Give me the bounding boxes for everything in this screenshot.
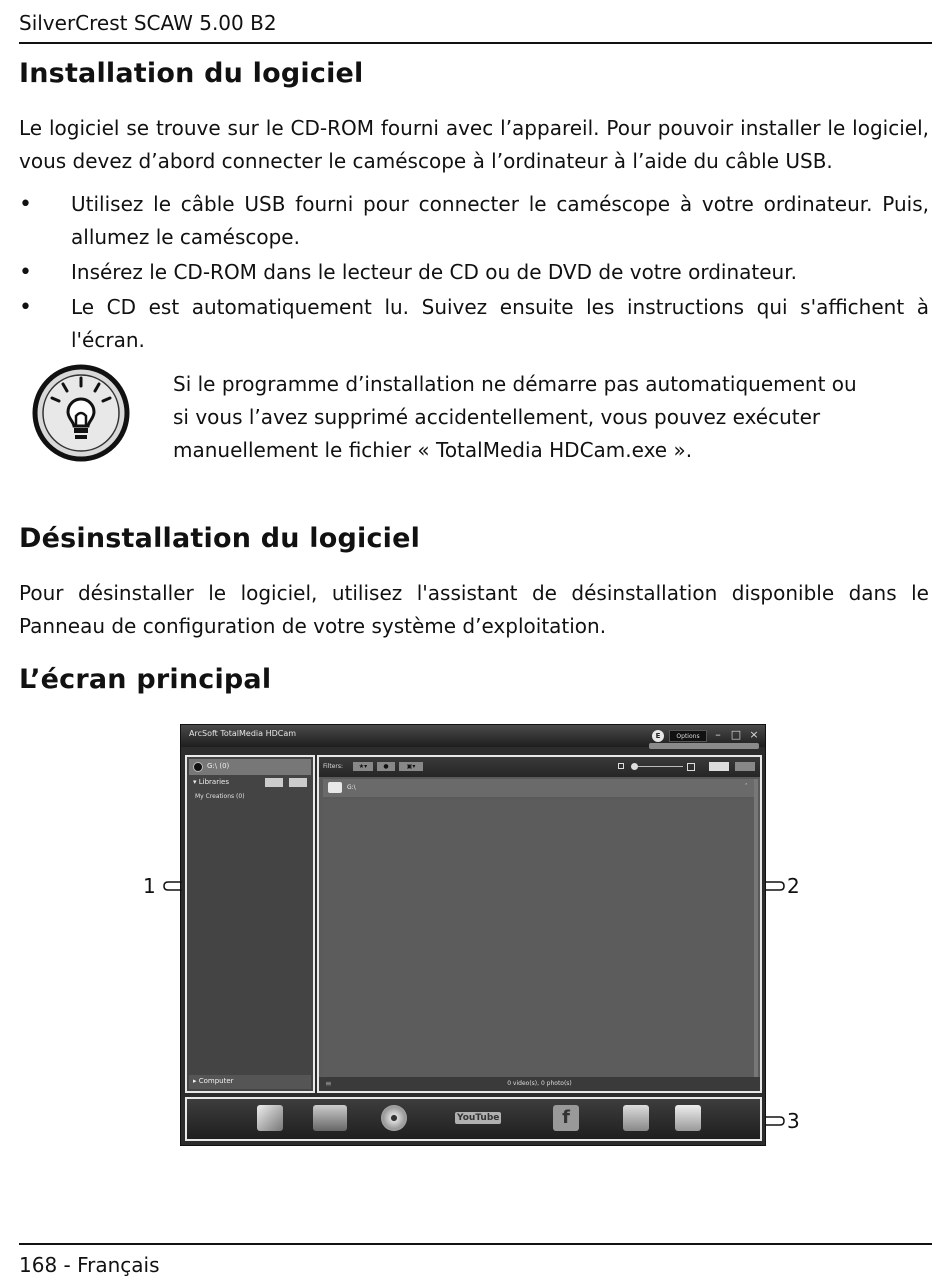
film-strip-icon[interactable]	[313, 1105, 347, 1131]
menu-icon[interactable]: ≡	[325, 1079, 332, 1088]
disc-burn-icon[interactable]	[381, 1105, 407, 1131]
uninstall-body: Pour désinstaller le logiciel, utilisez l'assistant de désinstallation disponible dans le Panneau de configuration de votre système d’exploitation.	[19, 581, 929, 638]
share-bar	[185, 1097, 762, 1141]
library-add-button[interactable]	[289, 778, 307, 787]
minimize-icon[interactable]: –	[715, 728, 721, 741]
libraries-row[interactable]	[189, 777, 311, 789]
list-item: • Utilisez le câble USB fourni pour connecter le caméscope à votre ordinateur. Puis, allumez le caméscope.	[19, 188, 929, 254]
section-title-installation: Installation du logiciel	[19, 58, 364, 89]
installation-intro: Le logiciel se trouve sur le CD-ROM fourni avec l’appareil. Pour pouvoir installer le logiciel, vous devez d’abord connecter le caméscope à l’ordinateur à l’aide du câble USB.	[19, 116, 929, 173]
callout-1-bracket	[162, 876, 182, 896]
lightbulb-icon	[30, 362, 132, 464]
my-creations-item[interactable]: My Creations (0)	[195, 793, 245, 800]
type-filter-button[interactable]: ▣▾	[399, 762, 423, 771]
star-filter-button[interactable]: ★▾	[353, 762, 373, 771]
document-header: SilverCrest SCAW 5.00 B2	[19, 8, 932, 44]
library-refresh-button[interactable]	[265, 778, 283, 787]
app-titlebar	[181, 725, 765, 747]
drive-label: G:\ (0)	[207, 762, 230, 770]
tip-note: Si le programme d’installation ne démarre pas automatiquement ou si vous l’avez supprimé accidentellement, vous pouvez exécuter manuellement le fichier « TotalMedia HDCam.exe ».	[173, 372, 857, 462]
list-view-button[interactable]	[735, 762, 755, 771]
close-icon[interactable]: ×	[749, 728, 759, 741]
zoom-large-icon[interactable]	[687, 763, 695, 771]
callout-1: 1	[143, 874, 156, 898]
left-pane	[185, 755, 315, 1093]
scrollbar[interactable]	[754, 779, 758, 1079]
installation-steps	[19, 188, 929, 359]
callout-2: 2	[787, 874, 800, 898]
folder-icon	[328, 782, 342, 793]
filters-label: Filters:	[323, 763, 344, 770]
callout-3: 3	[787, 1109, 800, 1133]
gallery-icon[interactable]	[623, 1105, 649, 1131]
callout-3-bracket	[766, 1111, 786, 1131]
computer-label: ▸ Computer	[193, 1077, 234, 1085]
status-text: 0 video(s), 0 photo(s)	[507, 1080, 572, 1087]
grid-view-button[interactable]	[709, 762, 729, 771]
e-badge[interactable]: E	[652, 730, 664, 742]
app-screenshot	[180, 724, 766, 1146]
collapse-icon[interactable]: ˆ	[744, 783, 748, 791]
libraries-label: ▾ Libraries	[193, 778, 229, 786]
app-title: ArcSoft TotalMedia HDCam	[189, 729, 297, 738]
status-bar	[319, 1077, 760, 1091]
zoom-small-icon[interactable]	[618, 763, 624, 769]
list-item: • Le CD est automatiquement lu. Suivez ensuite les instructions qui s'affichent à l'écran.	[19, 291, 929, 357]
callout-2-bracket	[766, 876, 786, 896]
zoom-slider-knob[interactable]	[631, 763, 638, 770]
drive-icon	[193, 762, 203, 772]
page-footer: 168 - Français	[19, 1243, 932, 1281]
search-input[interactable]	[649, 743, 759, 749]
computer-row[interactable]	[189, 1075, 311, 1089]
edit-icon[interactable]	[257, 1105, 283, 1131]
color-filter-button[interactable]: ●	[377, 762, 395, 771]
media-content-area[interactable]	[323, 799, 754, 1077]
drive-item[interactable]	[189, 759, 311, 775]
section-title-uninstall: Désinstallation du logiciel	[19, 523, 421, 554]
section-title-main-screen: L’écran principal	[19, 664, 272, 695]
path-bar	[323, 779, 754, 797]
facebook-icon[interactable]: f	[553, 1105, 579, 1131]
filter-bar	[319, 757, 760, 777]
options-button[interactable]: Options	[669, 730, 707, 742]
right-pane	[317, 755, 762, 1093]
photo-print-icon[interactable]	[675, 1105, 701, 1131]
zoom-slider[interactable]	[631, 766, 683, 767]
list-item: • Insérez le CD-ROM dans le lecteur de CD ou de DVD de votre ordinateur.	[19, 256, 929, 289]
youtube-icon[interactable]: YouTube	[457, 1113, 500, 1123]
path-label: G:\	[347, 784, 356, 791]
maximize-icon[interactable]: □	[730, 728, 742, 741]
